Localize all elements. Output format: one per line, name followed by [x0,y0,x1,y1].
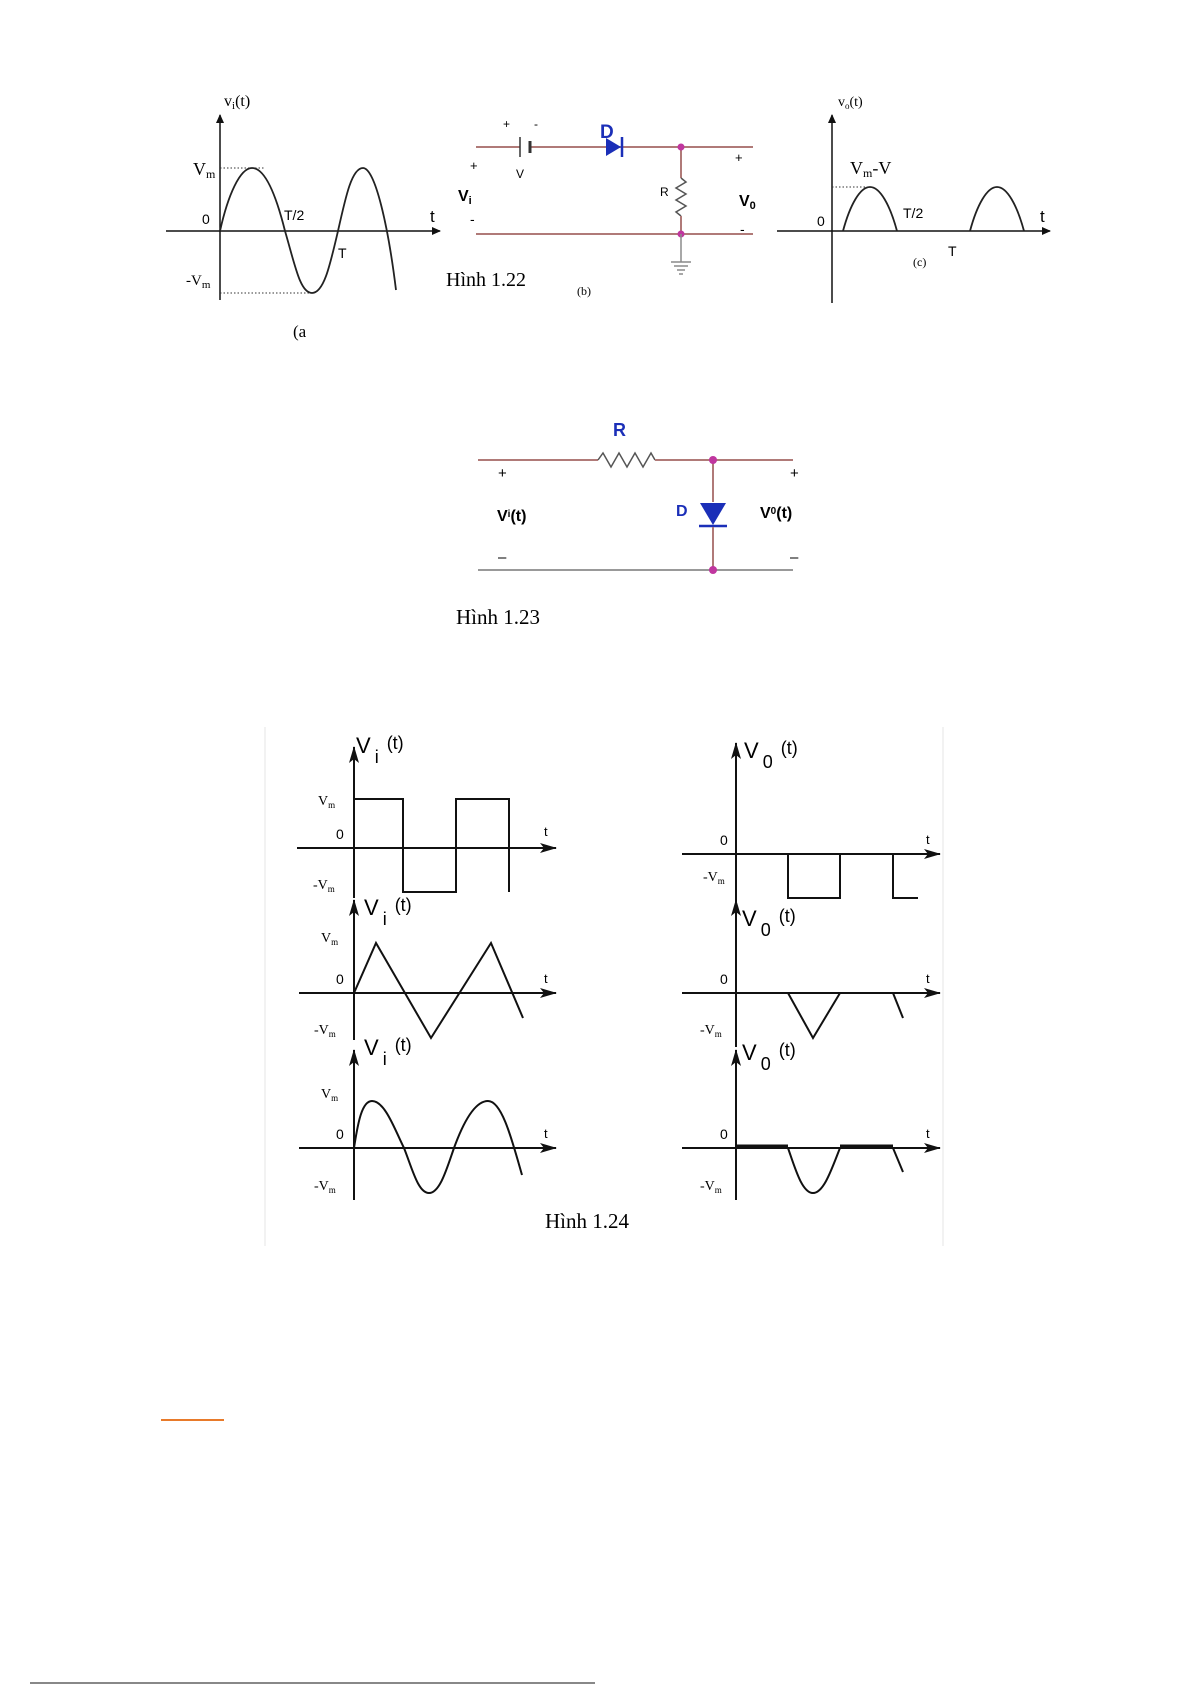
t-axis-label: t [926,1126,930,1141]
plot-label: V [356,733,371,758]
t-axis-label: t [1040,207,1045,226]
neg-vm-label: -V [700,1023,715,1038]
output-square-plot [682,738,940,910]
clipped-sine-wave [893,1148,903,1172]
svg-text:V0(t): V $_0^{(t)}$ [742,1040,796,1074]
fig-1-22-b-circuit [446,117,756,298]
output-sine-plot [682,1040,940,1200]
vm-label: V [318,794,329,809]
diode-label: D [600,122,614,143]
vo-label: V [760,505,771,522]
zero-label: 0 [336,971,344,987]
svg-text:V0(t): V $_0^{(t)}$ [744,738,798,772]
fig-1-23-circuit [456,420,799,629]
t-axis-label: t [926,832,930,847]
battery-minus: - [534,117,538,131]
neg-vm-label: -V [314,1023,329,1038]
svg-text:vi(t): vi(t) [224,93,251,112]
input-minus: – [498,549,507,566]
output-minus: – [790,549,799,566]
resistor-symbol [676,178,686,216]
zero-label: 0 [720,832,728,848]
input-triangle-plot [299,895,556,1040]
clipped-triangle-wave [893,993,903,1018]
peak-label: V [850,158,863,178]
svg-text:-Vm: $-V_m$ [186,273,211,291]
svg-text:Vm: $V_m$ [321,931,339,947]
svg-text:Vi(t): V $_i^{(t)}$ [364,895,412,929]
svg-text:Vm: $V_m$ [318,794,336,810]
vi-label: V [497,508,508,525]
y-axis-label: v [224,93,232,110]
node-dot [709,456,717,464]
svg-text:Vi(t): $V^i(t)$ [497,508,527,525]
t-axis-label: t [926,971,930,986]
svg-text:Vi(t): V $_i^{(t)}$ [364,1035,412,1069]
output-plus: + [735,150,743,165]
zero-label: 0 [720,971,728,987]
fig-1-22-a-graph [166,93,440,341]
diode-symbol [700,503,726,525]
fig-1-24-title: Hình 1.24 [545,1209,629,1233]
zero-label: 0 [202,211,210,227]
plot-label: V [742,1040,757,1065]
fig-b-caption: (b) [577,284,591,298]
fig-c-caption: (c) [913,255,927,269]
node-dot [678,144,685,151]
resistor-label: R [660,185,669,199]
resistor-symbol [598,453,655,467]
output-minus: - [740,221,745,237]
zero-label: 0 [720,1126,728,1142]
fig-a-caption: (a [293,322,307,341]
clipped-sine-wave [788,1148,840,1193]
output-pulse [970,187,1024,231]
half-period-label: T/2 [284,207,305,223]
square-wave [354,799,509,892]
svg-text:V0(t): $V^0(t)$ [760,505,793,522]
vm-label: V [193,159,206,179]
fig-1-22-title: Hình 1.22 [446,269,526,291]
y-axis-label: v [838,95,845,110]
vm-label: V [321,931,332,946]
input-sine-plot [299,1035,556,1200]
input-minus: - [470,211,475,227]
clipped-square-wave [788,854,840,898]
fig-1-24-waveforms [265,727,943,1246]
plot-label: V [744,738,759,763]
neg-vm-label: -V [186,273,202,289]
neg-vm-label: -V [700,1179,715,1194]
t-axis-label: t [430,207,435,226]
period-label: T [948,243,957,259]
t-axis-label: t [544,1126,548,1141]
zero-label: 0 [336,826,344,842]
svg-text:vo(t): $v_o(t)$ [838,95,863,111]
vi-label: V [458,188,469,205]
plot-label: V [364,895,379,920]
plot-label: V [364,1035,379,1060]
neg-vm-label: -V [703,870,718,885]
vo-label: V [739,193,750,210]
svg-text:-Vm: $-V_m$ [700,1179,722,1195]
svg-text:Vm: Vm [193,159,216,181]
svg-text:Vm-V: Vm-V [850,158,892,180]
triangle-wave [354,943,523,1038]
output-triangle-plot [682,900,940,1047]
svg-text:-Vm: $-V_m$ [313,878,335,894]
node-dot [709,566,717,574]
t-axis-label: t [544,971,548,986]
plot-label: V [742,906,757,931]
svg-text:-Vm: $-V_m$ [703,870,725,886]
diode-label: D [676,503,688,520]
svg-text:Vi(t): V $_i^{(t)}$ [356,733,404,767]
svg-text:Vm: $V_m$ [321,1087,339,1103]
svg-text:V0(t): V $_0^{(t)}$ [742,906,796,940]
fig-1-22-c-graph [777,95,1050,303]
clipped-triangle-wave [788,993,840,1038]
resistor-label: R [613,420,626,440]
svg-text:V0: V0 [739,193,756,212]
svg-text:-Vm: $-V_m$ [314,1179,336,1195]
period-label: T [338,245,347,261]
svg-text:-Vm: $-V_m$ [700,1023,722,1039]
output-pulse [843,187,897,231]
input-plus: + [470,158,478,173]
neg-vm-label: -V [313,878,328,893]
neg-vm-label: -V [314,1179,329,1194]
output-plus: + [790,465,799,482]
input-plus: + [498,465,507,482]
vm-label: V [321,1087,332,1102]
input-square-plot [297,733,556,898]
svg-text:Vi: Vi [458,188,472,207]
fig-1-23-title: Hình 1.23 [456,605,540,629]
t-axis-label: t [544,824,548,839]
svg-text:-Vm: $-V_m$ [314,1023,336,1039]
battery-plus: + [503,117,511,131]
clipped-square-wave [893,854,918,898]
battery-label: V [516,167,525,181]
half-period-label: T/2 [903,205,924,221]
zero-label: 0 [817,213,825,229]
zero-label: 0 [336,1126,344,1142]
